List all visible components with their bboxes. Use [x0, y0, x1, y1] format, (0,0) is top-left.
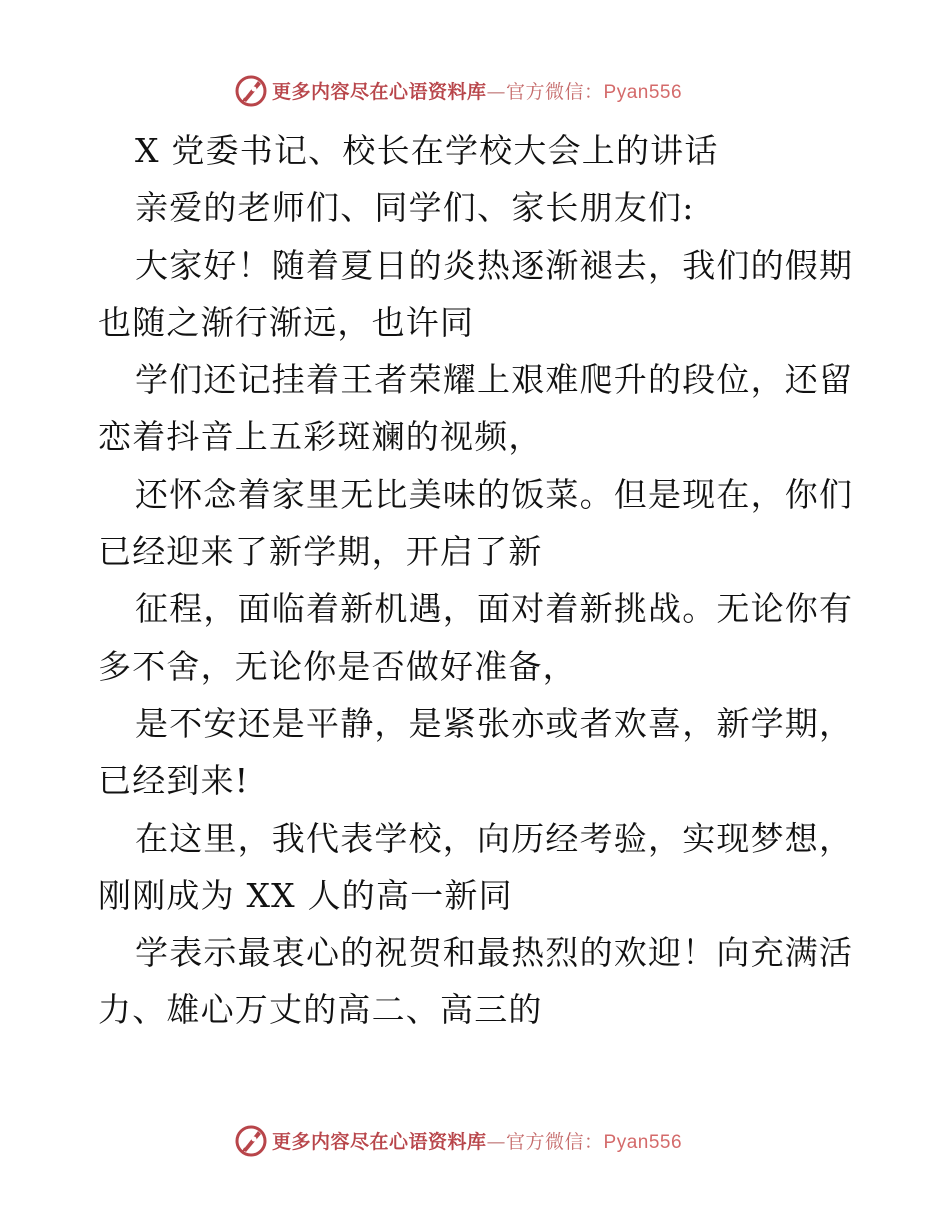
watermark-wechat-id: Pyan556 — [603, 81, 683, 103]
watermark-text — [272, 1127, 682, 1154]
paragraph-line: 大家好！随着夏日的炎热逐渐褪去，我们的假期 — [135, 245, 854, 285]
paragraph-line: 学表示最衷心的祝贺和最热烈的欢迎！向充满活 — [135, 933, 854, 973]
paragraph-line: 力、雄心万丈的高二、高三的 — [98, 990, 543, 1030]
watermark-dash: — — [486, 80, 507, 103]
watermark-text — [272, 77, 682, 104]
watermark-wechat-id: Pyan556 — [603, 1131, 683, 1153]
paragraph-line: 在这里，我代表学校，向历经考验，实现梦想， — [135, 818, 854, 858]
watermark-dash: — — [486, 1130, 507, 1153]
paragraph-line: 多不舍，无论你是否做好准备， — [98, 646, 577, 686]
paragraph-line: 征程，面临着新机遇，面对着新挑战。无论你有 — [135, 589, 854, 629]
paragraph-line: 已经到来! — [98, 761, 250, 801]
paragraph-line: 刚刚成为 XX 人的高一新同 — [98, 875, 513, 915]
paragraph-line: 已经迎来了新学期，开启了新 — [98, 532, 543, 572]
document-title: X 党委书记、校长在学校大会上的讲话 — [135, 131, 719, 170]
footer-watermark — [234, 1122, 682, 1158]
watermark-wechat-label: 官方微信： — [506, 80, 604, 103]
watermark-site: 更多内容尽在心语资料库 — [272, 80, 487, 103]
paragraph-line: 学们还记挂着王者荣耀上艰难爬升的段位，还留 — [135, 360, 854, 400]
quill-logo-icon — [234, 73, 268, 107]
paragraph-line: 是不安还是平静，是紧张亦或者欢喜，新学期， — [135, 703, 854, 743]
paragraph-line: 恋着抖音上五彩斑斓的视频， — [98, 417, 543, 457]
watermark-site: 更多内容尽在心语资料库 — [272, 1130, 487, 1153]
document-body — [98, 122, 858, 1039]
salutation: 亲爱的老师们、同学们、家长朋友们: — [135, 188, 695, 228]
watermark-wechat-label: 官方微信： — [506, 1130, 604, 1153]
quill-logo-icon — [234, 1123, 268, 1157]
header-watermark — [234, 72, 682, 108]
paragraph-line: 也随之渐行渐远，也许同 — [98, 302, 475, 342]
paragraph-line: 还怀念着家里无比美味的饭菜。但是现在，你们 — [135, 474, 854, 514]
